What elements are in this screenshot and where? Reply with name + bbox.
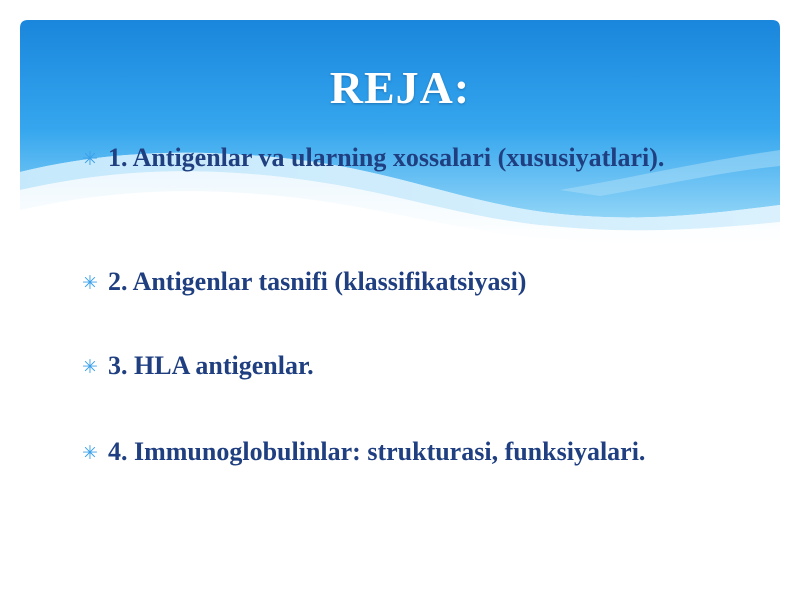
asterisk-bullet-icon: ✳ — [82, 356, 98, 378]
asterisk-bullet-icon: ✳ — [82, 272, 98, 294]
asterisk-bullet-icon: ✳ — [82, 148, 98, 170]
agenda-item-4 — [82, 434, 645, 470]
agenda-item-3 — [82, 348, 314, 384]
slide-title: REJA: — [329, 62, 471, 113]
asterisk-bullet-icon: ✳ — [82, 442, 98, 464]
agenda-item-text: 2. Antigenlar tasnifi (klassifikatsiyasi) — [108, 267, 527, 296]
agenda-item-2 — [82, 264, 526, 300]
agenda-item-text: 3. HLA antigenlar. — [108, 351, 314, 380]
agenda-item-text: 4. Immunoglobulinlar: strukturasi, funksiyalari. — [108, 437, 646, 466]
agenda-item-1 — [82, 140, 664, 176]
agenda-item-text: 1. Antigenlar va ularning xossalari (xususiyatlari). — [108, 143, 665, 172]
